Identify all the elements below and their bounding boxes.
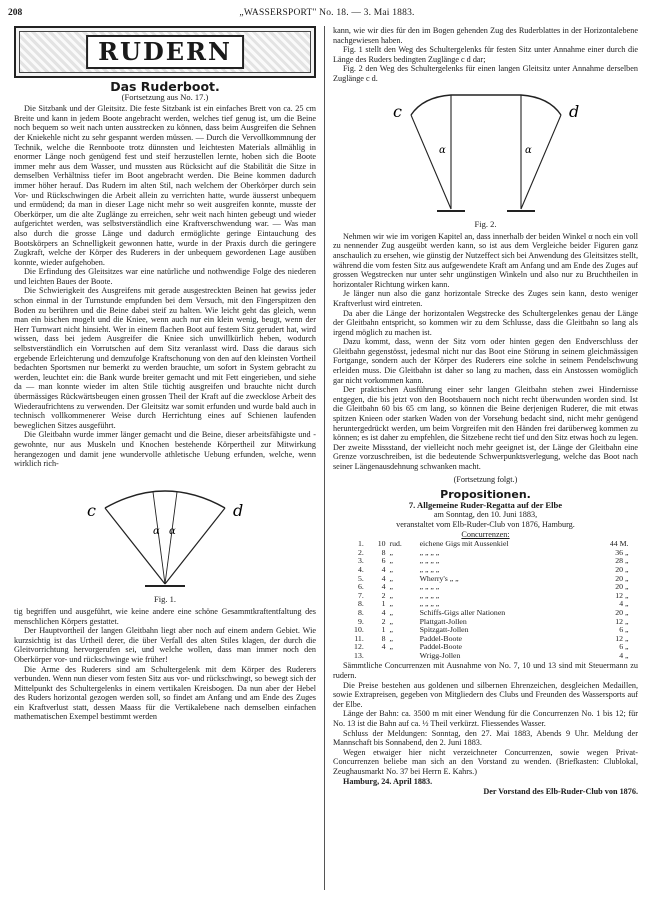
label-d: d xyxy=(233,500,244,520)
article-paragraph: Die Gleitbahn wurde immer länger gemacht und die Beine, dieser arbeitsfähigste und -gewohnte, nur aus Muskeln und Knochen bestehende Körpertheil zur Mitwirkung herangezogen und damit jene wundervolle athletische Uebung erfunden, welche, wenn wirklich rich- xyxy=(14,430,316,469)
race-description: „ „ „ „ xyxy=(419,564,440,574)
race-unit: „ xyxy=(389,582,393,592)
label-d: d xyxy=(568,101,579,121)
place-date: Hamburg, 24. April 1883. xyxy=(343,776,433,786)
race-fee: 20 „ xyxy=(615,582,629,592)
race-count: 4 xyxy=(381,564,386,574)
race-fee: 20 „ xyxy=(615,607,629,617)
race-unit: „ xyxy=(389,573,393,583)
race-count: 8 xyxy=(381,547,386,557)
regatta-note: Sämmtliche Concurrenzen mit Ausnahme von No. 7, 10 und 13 sind mit Steuermann zu rudern. xyxy=(333,661,638,681)
figure-2-caption: Fig. 2. xyxy=(474,219,497,230)
race-fee: 6 „ xyxy=(619,642,629,652)
race-description: Paddel-Boote xyxy=(419,642,463,652)
race-description: „ „ „ „ xyxy=(419,599,440,609)
race-number: 2. xyxy=(357,547,364,557)
race-count: 4 xyxy=(381,642,386,652)
article-paragraph: Dazu kommt, dass, wenn der Sitz vorn oder hinten gegen den Endverschluss der Gleitbahn gegenstösst, jedesmal nicht nur das Boot eine Störung in seinem gleichmässigen Fortgange, sondern auch der Körper des Ruderers eine solche in seinem Pendelschwung erleiden muss. Die Gleitbahn ist daher so lang zu machen, dass ein Anstossen womöglich gar nicht vorkommen kann. xyxy=(333,337,638,385)
article-paragraph: kann, wie wir dies für den im Bogen gehenden Zug des Ruderblattes in der Horizontalebene nachgewiesen haben. xyxy=(333,26,638,45)
figure-1-caption: Fig. 1. xyxy=(154,594,176,605)
regatta-organizer: veranstaltet vom Elb-Ruder-Club von 1876, Hamburg. xyxy=(396,519,575,529)
race-description: „ „ „ „ xyxy=(419,556,440,566)
arc-path xyxy=(105,491,225,508)
label-c: c xyxy=(87,500,96,520)
race-fee: 6 „ xyxy=(619,625,629,635)
article-paragraph: Da aber die Länge der horizontalen Wegstrecke des Schultergelenkes genau der Länge der Gleitbahn entspricht, so kommen wir zu dem Schlusse, dass die Gleitbahn so lang als irgend möglich zu machen ist. xyxy=(333,308,638,337)
article-paragraph: Der praktischen Ausführung einer sehr langen Gleitbahn stehen zwei Hindernisse entgegen, die bis jetzt von den Bootsbauern noch nicht recht überwunden worden sind. Ist die Gleitbahn 60 bis 65 cm lang, so können die Beine derjenigen Ruderer, die mit etwas spitzen Knieen oder starken Waden von der Vorsehung bedacht sind, nicht mehr genügend heruntergedrückt werden, um beim Vorgreifen mit den Händen frei darüberweg kommen zu können; es ist daher zu empfehlen, die Sitzebene recht tief und den Sitz etwas hoch zu legen. Der zweite Missstand, der vielleicht noch mehr geeignet ist, der Länge der Gleitbahn eine Grenze vorzuschreiben, ist die bedeutende Schwerpunktsverlegung, welche das Boot nach seiner Längenausdehnung schwanken macht. xyxy=(333,385,638,471)
race-unit: „ xyxy=(389,642,393,652)
section-banner xyxy=(14,26,316,78)
page-number: 208 xyxy=(8,8,23,18)
race-number: 9. xyxy=(357,616,364,626)
regatta-date: am Sonntag, den 10. Juni 1883, xyxy=(433,510,538,520)
race-number: 8. xyxy=(357,607,364,617)
article-paragraph: Die Schwierigkeit des Ausgreifens mit gerade ausgestreckten Beinen hat gewiss jeder schon einmal in der Turnstunde empfunden bei dem Versuch, mit den Fingerspitzen den Boden zu berühren und die Beine dabei steif zu halten. Wie leicht geht das gleich, wenn man ein bischen mogelt und die Kniee, wenn auch nur ein klein wenig, beugt, wenn der Herr Turnwart nicht hinsieht. Wer in einem flachen Boot auf festem Sitz gerudert hat, wird wissen, dass bei jedem Ausgreifer die Kniee sich unwillkürlich heben, wodurch selbstverständlich ein Vorrutschen auf dem Sitz veranlasst wird. Dass die daraus sich ergebende Erleichterung und demzufolge Kraftschonung von den auf den kleinsten Vortheil bedachten Sportsmen nur bemerkt zu werden brauchte, um sofort in System gebracht zu werden, leuchtet ein: die Bank wurde breiter gemacht und mit Fett eingerieben, und siehe da — man konnte wieder im alten Stile tüchtig ausgreifen und brauchte nicht durch übermässiges Rückwärtsbeugen einen grossen Theil der Kraft auf die zwecklose Arbeit des Wiederaufrichtens zu verwenden. Der Gleitsitz war somit erfunden und wurde bald auch in technisch vollkommenerer Weise durch Herrichtung eines auf Schienen laufenden beweglichen Sitzes ausgeführt. xyxy=(14,286,316,430)
race-fee: 12 „ xyxy=(615,590,629,600)
race-description: Wherry's „ „ xyxy=(419,573,459,583)
race-description: „ „ „ „ xyxy=(419,590,440,600)
race-unit: „ xyxy=(389,625,393,635)
race-fee: 4 „ xyxy=(619,650,629,660)
race-fee: 12 „ xyxy=(615,633,629,643)
race-description: „ „ „ „ xyxy=(419,547,440,557)
race-number: 5. xyxy=(357,573,364,583)
article-paragraph: Nehmen wir wie im vorigen Kapitel an, dass innerhalb der beiden Winkel α noch ein voll zu nennender Zug ausgeübt werden kann, so ist aus dem Vergleiche beider Figuren ganz anschaulich zu ersehen, wie günstig der Nutzeffect sich bei Anwendung des Gleitsitzes stellt, während die vom festen Sitz aus aufgewendete Kraft am Anfang und am Ende des Zuges auf grossen Wegstrecken nur unter sehr ungünstigen Winkeln und also nur zu Bruchtheilen in horizontaler Richtung wirken kann. xyxy=(333,231,638,289)
regatta-title: 7. Allgemeine Ruder-Regatta auf der Elbe xyxy=(408,499,563,510)
race-count: 1 xyxy=(381,599,386,609)
race-fee: 12 „ xyxy=(615,616,629,626)
article-paragraph: tig begriffen und ausgeführt, wie keine andere eine schöne Gesammtkraftentfaltung des menschlichen Körpers gestattet. xyxy=(14,606,316,626)
race-unit: „ xyxy=(389,547,393,557)
race-count: 4 xyxy=(381,582,386,592)
article-paragraph: Der Hauptvortheil der langen Gleitbahn liegt aber noch auf einem andern Gebiet. Wie kurzsichtig ist das Urtheil derer, die über Verfall des alten Stiles klagen, der durch die Gleitvorrichtung hervorgerufen sei, und welche wollen, dass man immer noch den Oberkörper vor- und rückschwinge wie früher! xyxy=(14,626,316,664)
race-description: Plattgatt-Jollen xyxy=(419,616,467,626)
race-unit: „ xyxy=(389,556,393,566)
table-row xyxy=(341,643,631,652)
article-paragraph: Die Sitzbank und der Gleitsitz. Die feste Sitzbank ist ein einfaches Brett von ca. 25 cm Breite und kann in jedem Boote angebracht werden, welches tief genug ist, um die Beine noch bequem so weit nach unten ausstrecken zu können, dass beim Ausgreifen die Sehnen der Kniekehle nicht zu sehr gespannt werden müssen. — Durch die Vervollkommnung der Technik, welche die Rennboote trotz dünnsten und leichtesten Materials allmählig in enormer Länge noch genügend fest und steif herzustellen lernte, hoben sich die Boote immer mehr aus dem Wasser, und mussten aus Rücksicht auf die Stabilität die Sitze in demselben Verhältniss tiefer im Boot angebracht werden. Die Beine kommen dadurch immer höher herauf. Das Rudern im alten Stil, nach welchem der Oberkörper durch sein Vor- und Rückschwingen die Arbeit allein zu verrichten hatte, wurde äusserst unbequem und ermüdend; da man in dieser Lage nicht mehr so weit ausgreifen konnte, musste der Oberkörper, um die alte Zuglänge zu erreichen, sehr weit nach hinten gebeugt und wieder aufgerichtet werden, was selbstverständlich eine Kraftverschwendung war. — Was man also durch die grosse Länge und dadurch ermöglichte geringe Eintauchung des Bootskörpers an Schnelligkeit gewonnen hatte, wurde in der Praxis durch die geringere Zugkraft, welche der Körper des Ruderers in der unbequem gewordenen Lage ausüben konnte, wieder aufgehoben. xyxy=(14,104,316,267)
race-fee: 44 M. xyxy=(609,539,629,549)
race-unit: „ xyxy=(389,633,393,643)
page-header xyxy=(8,8,646,22)
article-paragraph: Je länger nun also die ganz horizontale Strecke des Zuges sein kann, desto weniger Kraftverlust wird eintreten. xyxy=(333,289,638,308)
article-paragraph: Fig. 2 den Weg des Schultergelenks für einen langen Gleitsitz unter Annahme derselben Zuglänge c d. xyxy=(333,64,638,83)
section-title: RUDERN xyxy=(86,35,244,69)
race-description: „ „ „ „ xyxy=(419,582,440,592)
signature: Der Vorstand des Elb-Ruder-Club von 1876. xyxy=(483,787,638,797)
race-number: 10. xyxy=(354,625,364,635)
radius-line xyxy=(411,115,451,209)
race-fee: 20 „ xyxy=(615,564,629,574)
article-subtitle: (Fortsetzung aus No. 17.) xyxy=(121,91,209,102)
article-title: Das Ruderboot. xyxy=(110,79,220,94)
figure-1 xyxy=(14,472,316,595)
race-unit: „ xyxy=(389,599,393,609)
label-alpha: α xyxy=(438,144,446,156)
race-unit: „ xyxy=(389,590,393,600)
race-number: 11. xyxy=(354,633,364,643)
race-number: 8. xyxy=(357,599,364,609)
article-paragraph: Fig. 1 stellt den Weg des Schultergelenks für festen Sitz unter Annahme einer durch die Länge des Ruders bedingten Zuglänge c d dar; xyxy=(333,45,638,64)
race-number: 4. xyxy=(357,564,364,574)
race-number: 7. xyxy=(357,590,364,600)
race-fee: 36 „ xyxy=(615,547,629,557)
label-alpha: α xyxy=(524,144,532,156)
radius-line xyxy=(521,115,561,209)
race-number: 6. xyxy=(357,582,364,592)
race-description: Spitzgatt-Jollen xyxy=(419,625,469,635)
race-count: 2 xyxy=(381,616,386,626)
race-count: 6 xyxy=(381,556,386,566)
races-table xyxy=(341,540,631,660)
race-fee: 28 „ xyxy=(615,556,629,566)
figure-1-diagram xyxy=(65,472,265,592)
race-unit xyxy=(388,652,418,661)
concurrenzen-label: Concurrenzen: xyxy=(461,529,510,539)
race-unit: „ xyxy=(389,616,393,626)
regatta-note: Die Preise bestehen aus goldenen und silbernen Ehrenzeichen, desgleichen Medaillen, sowie Extrapreisen, gegeben von Mitgliedern des Clubs und Freunden des Wassersports auf der Elbe. xyxy=(333,680,638,709)
label-alpha: α xyxy=(169,525,176,537)
race-count: 8 xyxy=(381,633,386,643)
table-row xyxy=(341,652,631,661)
radius-line xyxy=(105,508,165,584)
race-count xyxy=(366,652,388,661)
regatta-note: Wegen etwaiger hier nicht verzeichneter Concurrenzen, sowie wegen Privat-Concurrenzen beliebe man sich an den Vorstand zu wenden. (Briefkasten: Clublokal, Zeughausmarkt No. 37 bei Herrn E. Kahrs.) xyxy=(333,747,638,776)
right-column xyxy=(333,26,638,797)
race-number: 3. xyxy=(357,556,364,566)
race-unit: „ xyxy=(389,607,393,617)
label-c: c xyxy=(392,101,402,121)
race-count: 4 xyxy=(381,607,386,617)
race-description: Wrigg-Jollen xyxy=(419,650,461,660)
race-unit: rud. xyxy=(389,539,402,549)
radius-line xyxy=(165,508,225,584)
path-curve xyxy=(411,95,561,115)
race-description: Paddel-Boote xyxy=(419,633,463,643)
label-alpha: α xyxy=(153,525,160,537)
race-fee: 20 „ xyxy=(615,573,629,583)
race-unit: „ xyxy=(389,564,393,574)
running-title: „WASSERSPORT" No. 18. — 3. Mai 1883. xyxy=(239,8,415,18)
continued-note: (Fortsetzung folgt.) xyxy=(453,474,518,484)
race-number: 12. xyxy=(354,642,364,652)
race-number: 1. xyxy=(357,539,364,549)
figure-2 xyxy=(333,87,638,220)
race-number: 13. xyxy=(354,650,364,660)
race-count: 2 xyxy=(381,590,386,600)
propositionen-heading: Propositionen. xyxy=(440,488,531,502)
race-fee: 4 „ xyxy=(619,599,629,609)
article-paragraph: Die Arme des Ruderers sind am Schultergelenk mit dem Körper des Ruderers verbunden. Wenn nun dieser vom festen Sitz aus vor- und rückschwingt, so bewegt sich der Mittelpunkt des Schultergelenks in einem vertikalen Kreisbogen. Da nun aber der Hebel des Ruders horizontal gezogen werden soll, so findet am Anfang und am Ende des Zuges ein Kraftverlust statt, dessen Maass für die Vertikalebene nach demselben einfachen mathematischen Exempel bestimmt werden xyxy=(14,664,316,722)
race-count: 10 xyxy=(377,539,386,549)
race-description: Schiffs-Gigs aller Nationen xyxy=(419,607,506,617)
race-count: 4 xyxy=(381,573,386,583)
regatta-note: Schluss der Meldungen: Sonntag, den 27. Mai 1883, Abends 9 Uhr. Meldung der Mannschaft bis Sonnabend, den 2. Juni 1883. xyxy=(333,728,638,748)
column-divider xyxy=(324,26,325,890)
race-count: 1 xyxy=(381,625,386,635)
figure-2-diagram xyxy=(371,87,601,217)
left-column xyxy=(14,26,316,722)
regatta-note: Länge der Bahn: ca. 3500 m mit einer Wendung für die Concurrenzen No. 1 bis 12; für No. 13 ist die Bahn auf ca. ½ Theil verkürzt. Fliessendes Wasser. xyxy=(333,709,638,729)
article-paragraph: Die Erfindung des Gleitsitzes war eine natürliche und nothwendige Folge des niederen und leichten Baues der Boote. xyxy=(14,267,316,286)
race-description: eichene Gigs mit Aussenkiel xyxy=(419,539,509,549)
